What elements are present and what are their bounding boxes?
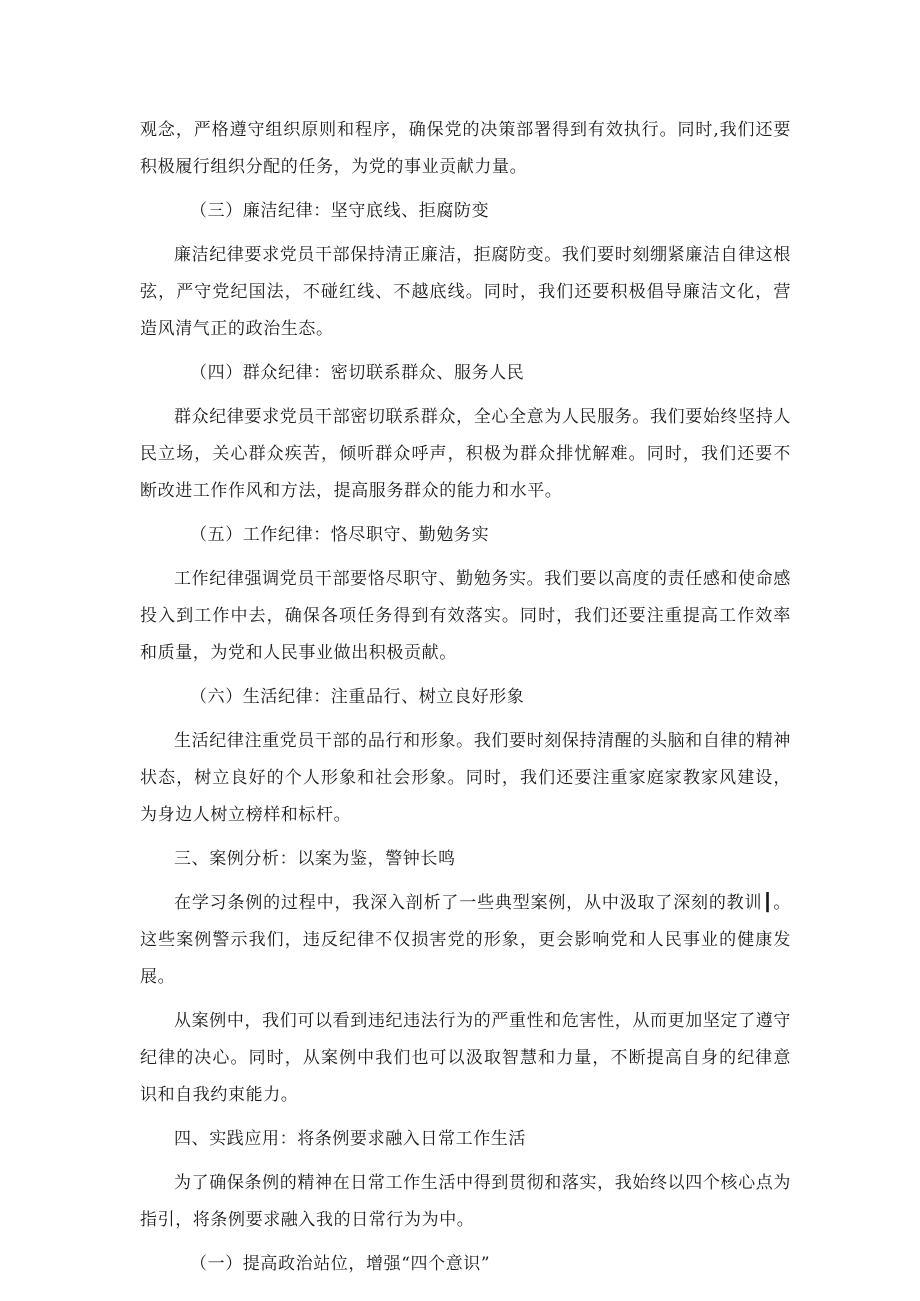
document-body [140,112,791,1283]
paragraph: 廉洁纪律要求党员干部保持清正廉洁，拒腐防变。我们要时刻绷紧廉洁自律这根弦，严守党纪国法，不碰红线、不越底线。同时，我们还要积极倡导廉洁文化，营造风清气正的政治生态。 [140,245,791,339]
paragraph-continued: 观念，严格遵守组织原则和程序，确保党的决策部署得到有效执行。同时,我们还要积极履行组织分配的任务，为党的事业贡献力量。 [140,120,791,177]
paragraph: 群众纪律要求党员干部密切联系群众，全心全意为人民服务。我们要始终坚持人民立场，关心群众疾苦，倾听群众呼声，积极为群众排忧解难。同时，我们还要不断改进工作作风和方法，提高服务群众的能力和水平。 [140,407,791,501]
paragraph: 为了确保条例的精神在日常工作生活中得到贯彻和落实，我始终以四个核心点为指引，将条例要求融入我的日常行为为中。 [140,1173,791,1230]
section-heading-practice: 四、实践应用：将条例要求融入日常工作生活 [174,1129,526,1149]
paragraph: 在学习条例的过程中，我深入剖析了一些典型案例，从中汲取了深刻的教训┃。这些案例警示我们，违反纪律不仅损害党的形象，更会影响党和人民事业的健康发展。 [140,893,791,987]
paragraph: 从案例中，我们可以看到违纪违法行为的严重性和危害性，从而更加坚定了遵守纪律的决心。同时，从案例中我们也可以汲取智慧和力量，不断提高自身的纪律意识和自我约束能力。 [140,1011,791,1105]
subheading-discipline-masses: （四）群众纪律：密切联系群众、服务人民 [190,363,525,383]
paragraph: 工作纪律强调党员干部要恪尽职守、勤勉务实。我们要以高度的责任感和使命感投入到工作中去，确保各项任务得到有效落实。同时，我们还要注重提高工作效率和质量，为党和人民事业做出积极贡献。 [140,569,791,663]
section-heading-case-analysis: 三、案例分析：以案为鉴，警钟长鸣 [174,849,456,869]
subheading-discipline-work: （五）工作纪律：恪尽职守、勤勉务实 [190,525,490,545]
subheading-discipline-life: （六）生活纪律：注重品行、树立良好形象 [190,687,525,707]
subheading-discipline-integrity: （三）廉洁纪律：坚守底线、拒腐防变 [190,201,490,221]
paragraph: 生活纪律注重党员干部的品行和形象。我们要时刻保持清醒的头脑和自律的精神状态，树立良好的个人形象和社会形象。同时，我们还要注重家庭家教家风建设，为身边人树立榜样和标杆。 [140,731,791,825]
subheading-political-stance: （一）提高政治站位，增强“四个意识” [190,1254,491,1274]
